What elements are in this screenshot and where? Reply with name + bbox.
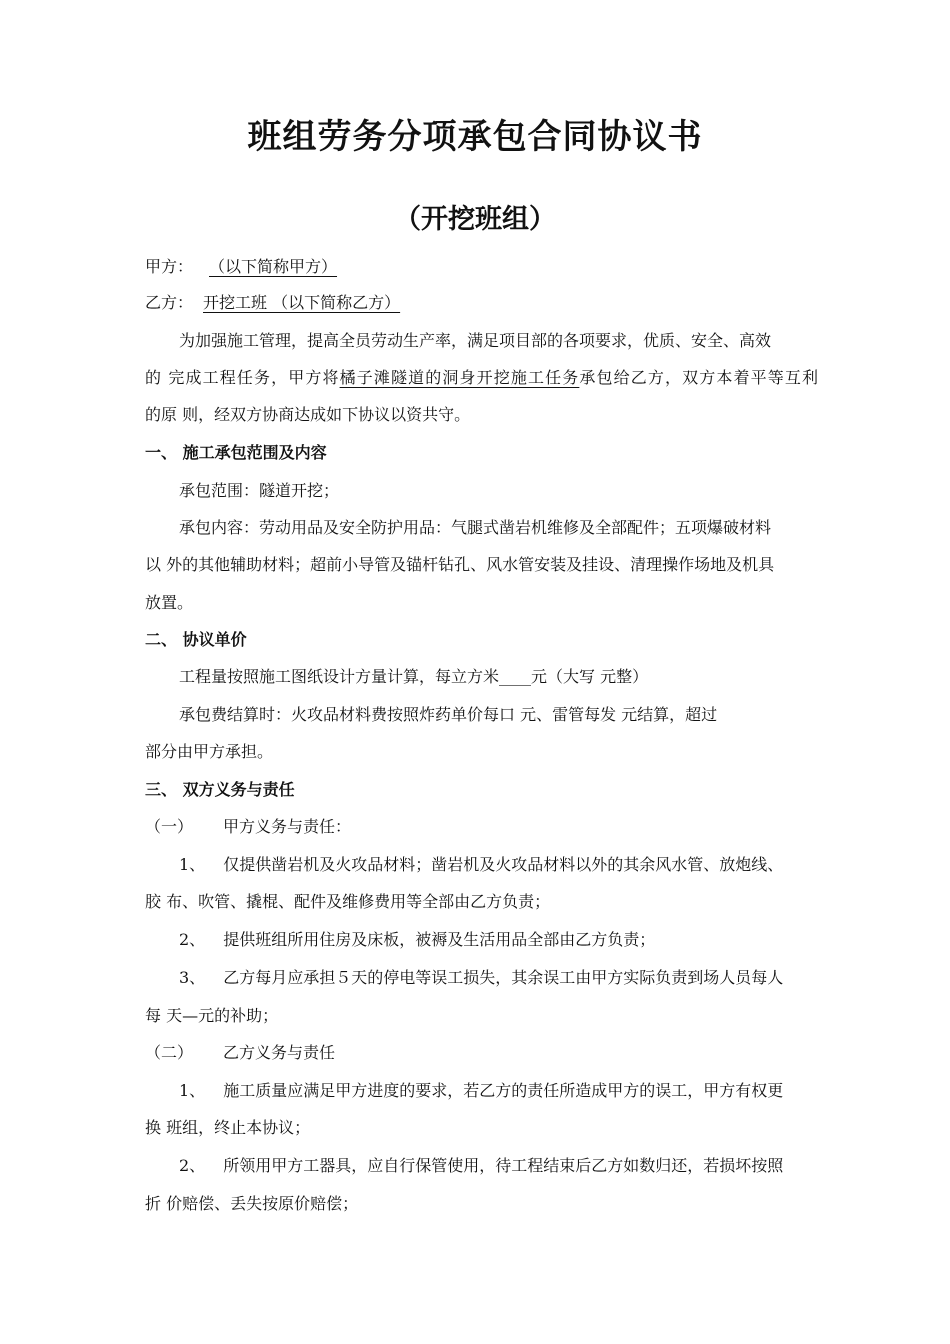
party-a-label: 甲方： (145, 257, 194, 276)
project-name: 橘子滩隧道的洞身开挖施工任务 (339, 368, 580, 387)
section-1-scope: 承包范围：隧道开挖； (179, 481, 340, 500)
item-b2-line-1 (179, 1154, 783, 1178)
subsection-a-title: 甲方义务与责任： (223, 817, 352, 836)
intro-line-2-pre: 的 完成工程任务，甲方将 (145, 368, 340, 387)
item-a2-number: 2、 (179, 930, 206, 949)
party-a-line (145, 255, 337, 279)
item-a3-line-2: 每 天—元的补助； (145, 1006, 279, 1025)
party-a-value: （以下简称甲方） (209, 257, 338, 276)
document-title: 班组劳务分项承包合同协议书 (247, 117, 703, 157)
item-b2-text: 所领用甲方工器具，应自行保管使用，待工程结束后乙方如数归还，若损坏按照 (223, 1156, 784, 1175)
item-b1-line-2: 换 班组，终止本协议； (145, 1118, 311, 1137)
party-b-line (145, 291, 400, 315)
section-1-content-line-1: 承包内容：劳动用品及安全防护用品：气腿式凿岩机维修及全部配件；五项爆破材料 (179, 518, 772, 537)
section-3-heading: 三、 双方义务与责任 (145, 780, 295, 799)
subsection-b-label: （二） (145, 1043, 194, 1062)
section-2-heading: 二、 协议单价 (145, 630, 247, 649)
item-a3-text: 乙方每月应承担５天的停电等误工损失，其余误工由甲方实际负责到场人员每人 (223, 968, 784, 987)
subsection-a-label: （一） (145, 817, 194, 836)
section-2-line-1: 工程量按照施工图纸设计方量计算，每立方米____元（大写 元整） (179, 667, 649, 686)
item-b1-text: 施工质量应满足甲方进度的要求，若乙方的责任所造成甲方的误工，甲方有权更 (223, 1081, 784, 1100)
intro-line-2 (145, 366, 818, 390)
section-1-content-line-3: 放置。 (145, 593, 194, 612)
section-1-heading: 一、 施工承包范围及内容 (145, 443, 327, 462)
intro-line-2-post: 承包给乙方，双方本着平等互利 (579, 368, 818, 387)
intro-line-1: 为加强施工管理，提高全员劳动生产率，满足项目部的各项要求，优质、安全、高效 (179, 331, 772, 350)
item-a3-number: 3、 (179, 968, 206, 987)
item-b1-number: 1、 (179, 1081, 206, 1100)
item-b2-line-2: 折 价赔偿、丢失按原价赔偿； (145, 1194, 359, 1213)
intro-line-3: 的原 则，经双方协商达成如下协议以资共守。 (145, 405, 471, 424)
item-a1-line-1 (179, 853, 783, 877)
item-a1-number: 1、 (179, 855, 206, 874)
subsection-b-heading (145, 1041, 335, 1065)
section-2-line-2: 承包费结算时：火攻品材料费按照炸药单价每口 元、雷管每发 元结算，超过 (179, 705, 718, 724)
item-a2-line-1 (179, 928, 655, 952)
party-b-label: 乙方： (145, 293, 194, 312)
item-b2-number: 2、 (179, 1156, 206, 1175)
subsection-a-heading (145, 815, 351, 839)
subsection-b-title: 乙方义务与责任 (223, 1043, 336, 1062)
item-a2-text: 提供班组所用住房及床板，被褥及生活用品全部由乙方负责； (223, 930, 656, 949)
section-2-line-3: 部分由甲方承担。 (145, 742, 274, 761)
section-1-content-line-2: 以 外的其他辅助材料；超前小导管及锚杆钻孔、风水管安装及挂设、清理操作场地及机具 (145, 555, 775, 574)
item-b1-line-1 (179, 1079, 783, 1103)
item-a1-text: 仅提供凿岩机及火攻品材料；凿岩机及火攻品材料以外的其余风水管、放炮线、 (223, 855, 784, 874)
party-b-value: 开挖工班 （以下简称乙方） (203, 293, 401, 312)
document-subtitle: （开挖班组） (394, 204, 556, 235)
item-a3-line-1 (179, 966, 783, 990)
item-a1-line-2: 胶 布、吹管、撬棍、配件及维修费用等全部由乙方负责； (145, 892, 551, 911)
